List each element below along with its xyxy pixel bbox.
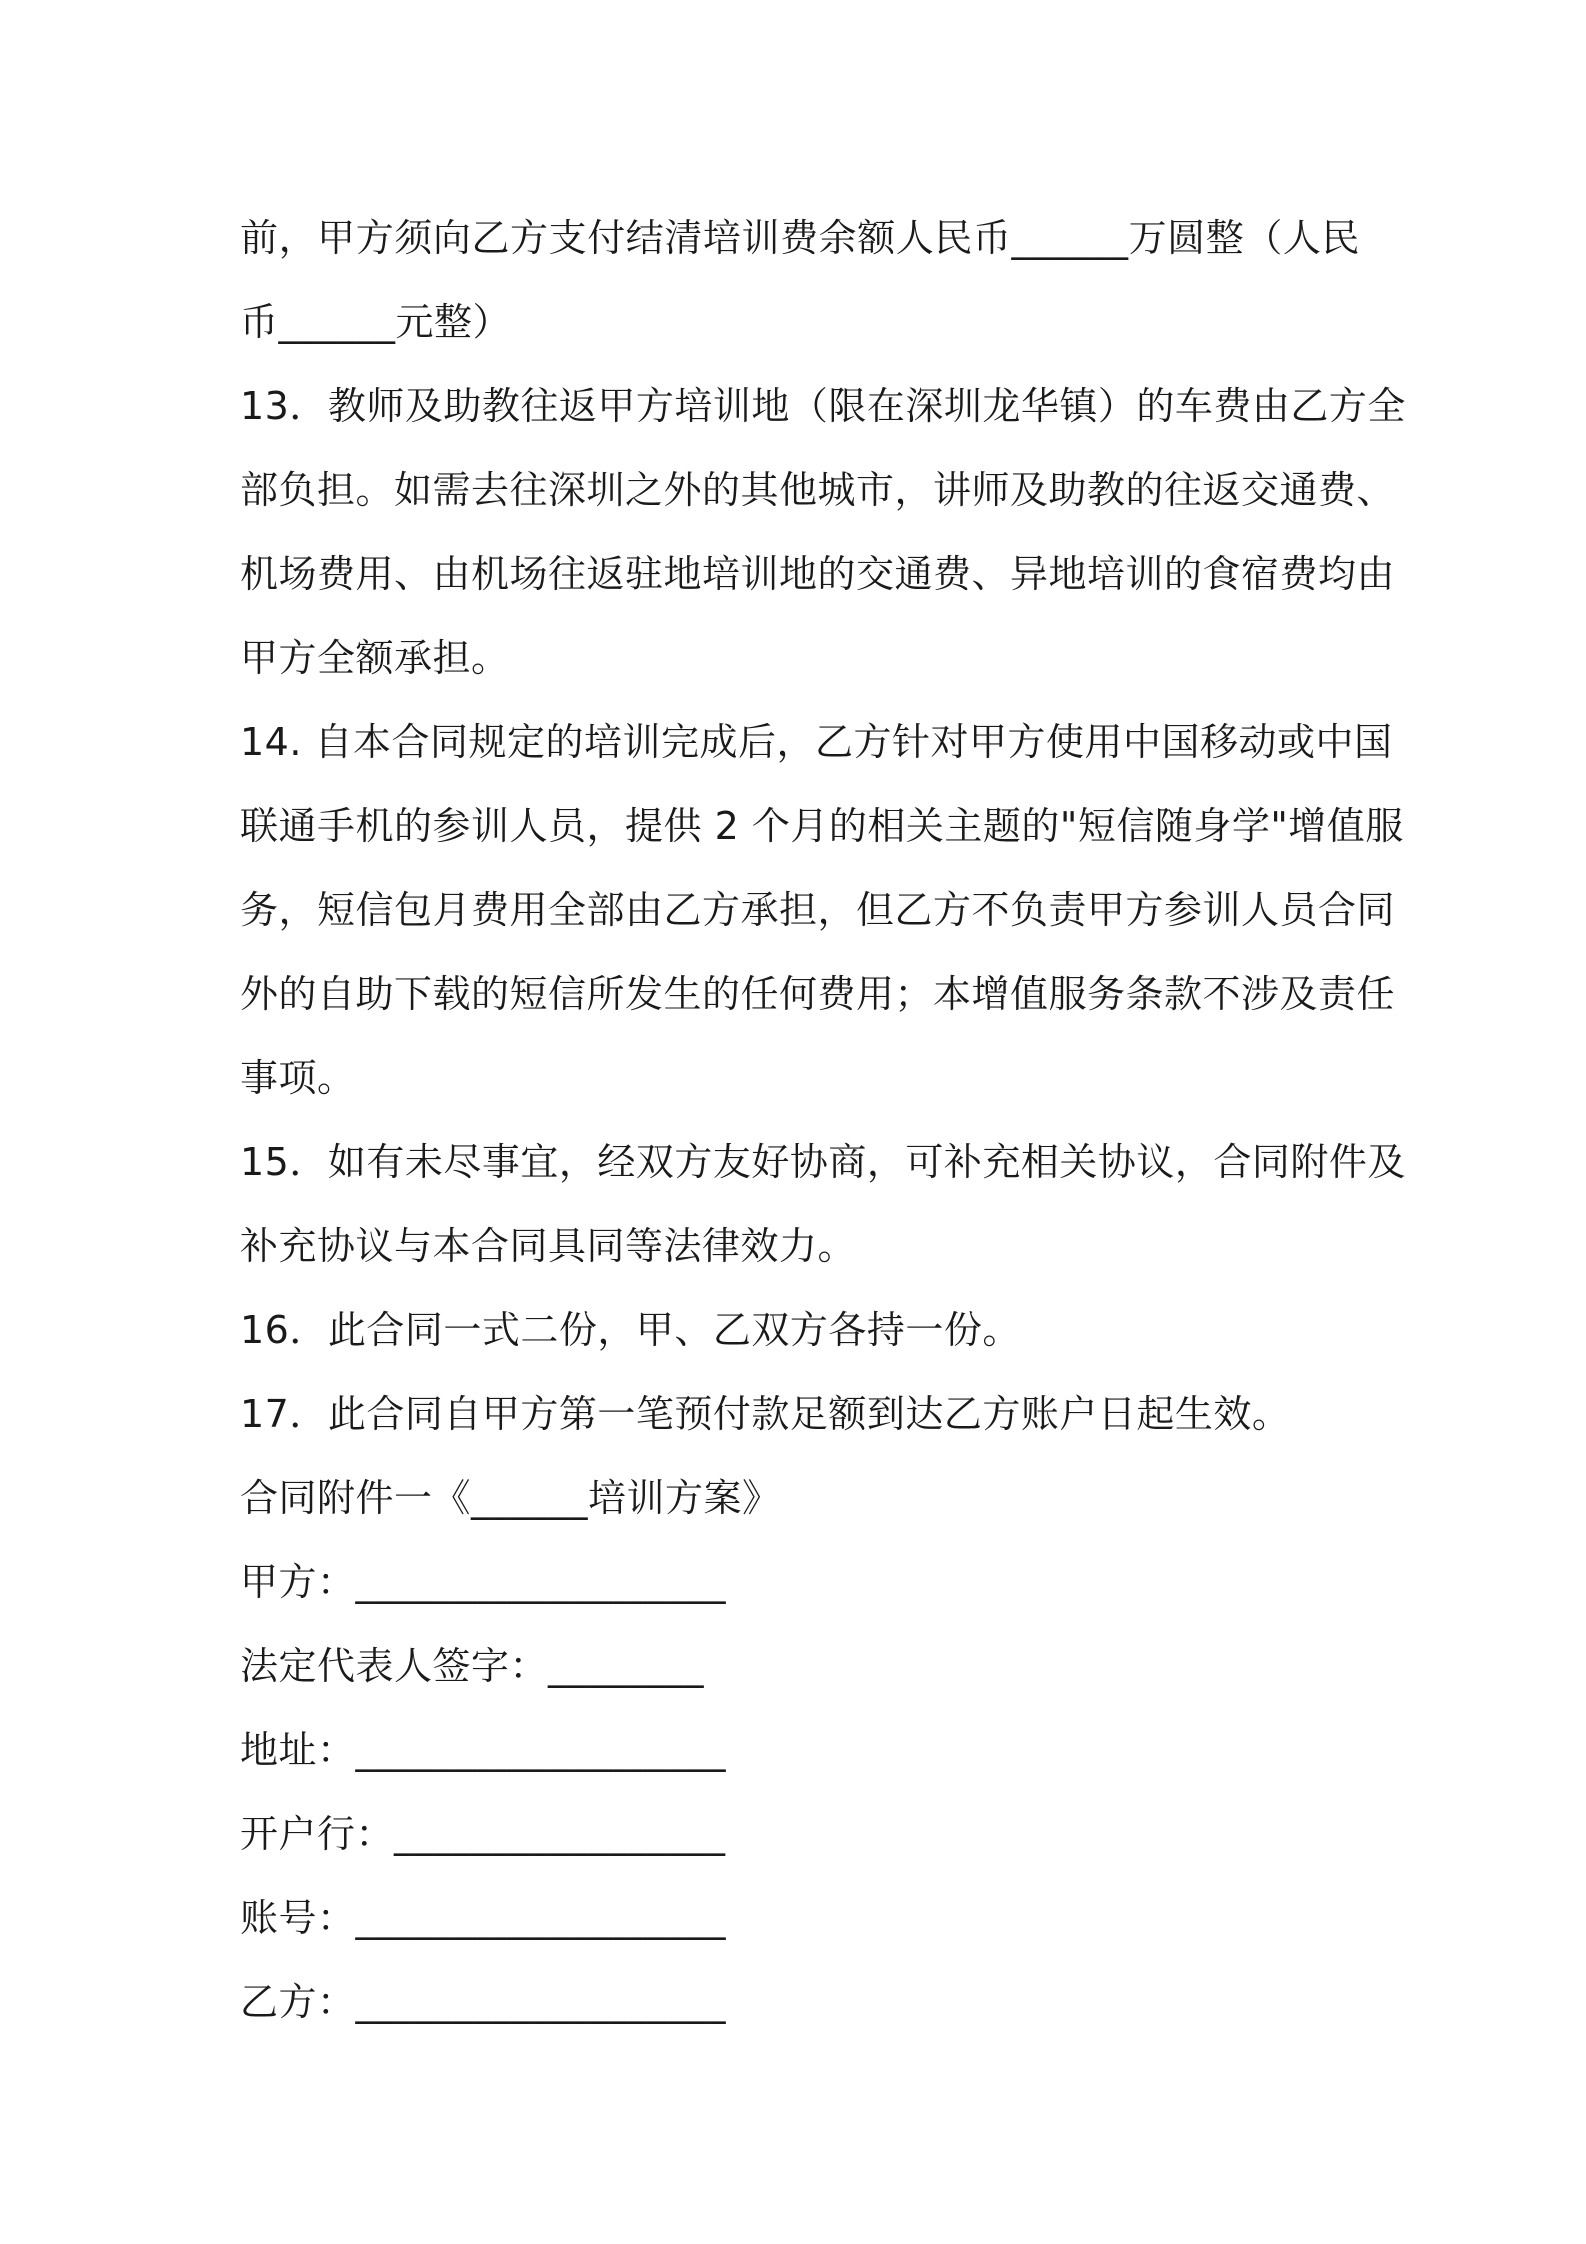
text-line: 机场费用、由机场往返驻地培训地的交通费、异地培训的食宿费均由 [240,552,1396,596]
text-line: 联通手机的参训人员，提供 2 个月的相关主题的"短信随身学"增值服 [240,804,1404,848]
text-line: 补充协议与本合同具同等法律效力。 [240,1224,857,1268]
text-line: 外的自助下载的短信所发生的任何费用；本增值服务条款不涉及责任 [240,972,1396,1016]
clause-16-line: 16．此合同一式二份，甲、乙双方各持一份。 [240,1308,1021,1352]
document-body [240,196,1406,2044]
text-line: 前，甲方须向乙方支付结清培训费余额人民币______万圆整（人民 [240,216,1360,260]
bank-field: 开户行：_________________ [240,1812,726,1856]
text-line: 事项。 [240,1056,356,1100]
clause-15-line: 15．如有未尽事宜，经双方友好协商，可补充相关协议，合同附件及 [240,1140,1406,1184]
address-field: 地址：___________________ [240,1728,727,1772]
party-a-field: 甲方：___________________ [240,1560,727,1604]
clause-13-line: 13．教师及助教往返甲方培训地（限在深圳龙华镇）的车费由乙方全 [240,384,1406,428]
text-line: 部负担。如需去往深圳之外的其他城市，讲师及助教的往返交通费、 [240,468,1396,512]
legal-representative-signature-field: 法定代表人签字：________ [240,1644,705,1688]
account-number-field: 账号：___________________ [240,1896,727,1940]
clause-14-line: 14. 自本合同规定的培训完成后，乙方针对甲方使用中国移动或中国 [240,720,1393,764]
clause-17-line: 17．此合同自甲方第一笔预付款足额到达乙方账户日起生效。 [240,1392,1291,1436]
attachment-line: 合同附件一《______培训方案》 [240,1476,781,1520]
text-line: 甲方全额承担。 [240,636,510,680]
party-b-field: 乙方：___________________ [240,1980,727,2024]
text-line: 务，短信包月费用全部由乙方承担，但乙方不负责甲方参训人员合同 [240,888,1396,932]
text-line: 币______元整） [240,300,512,344]
